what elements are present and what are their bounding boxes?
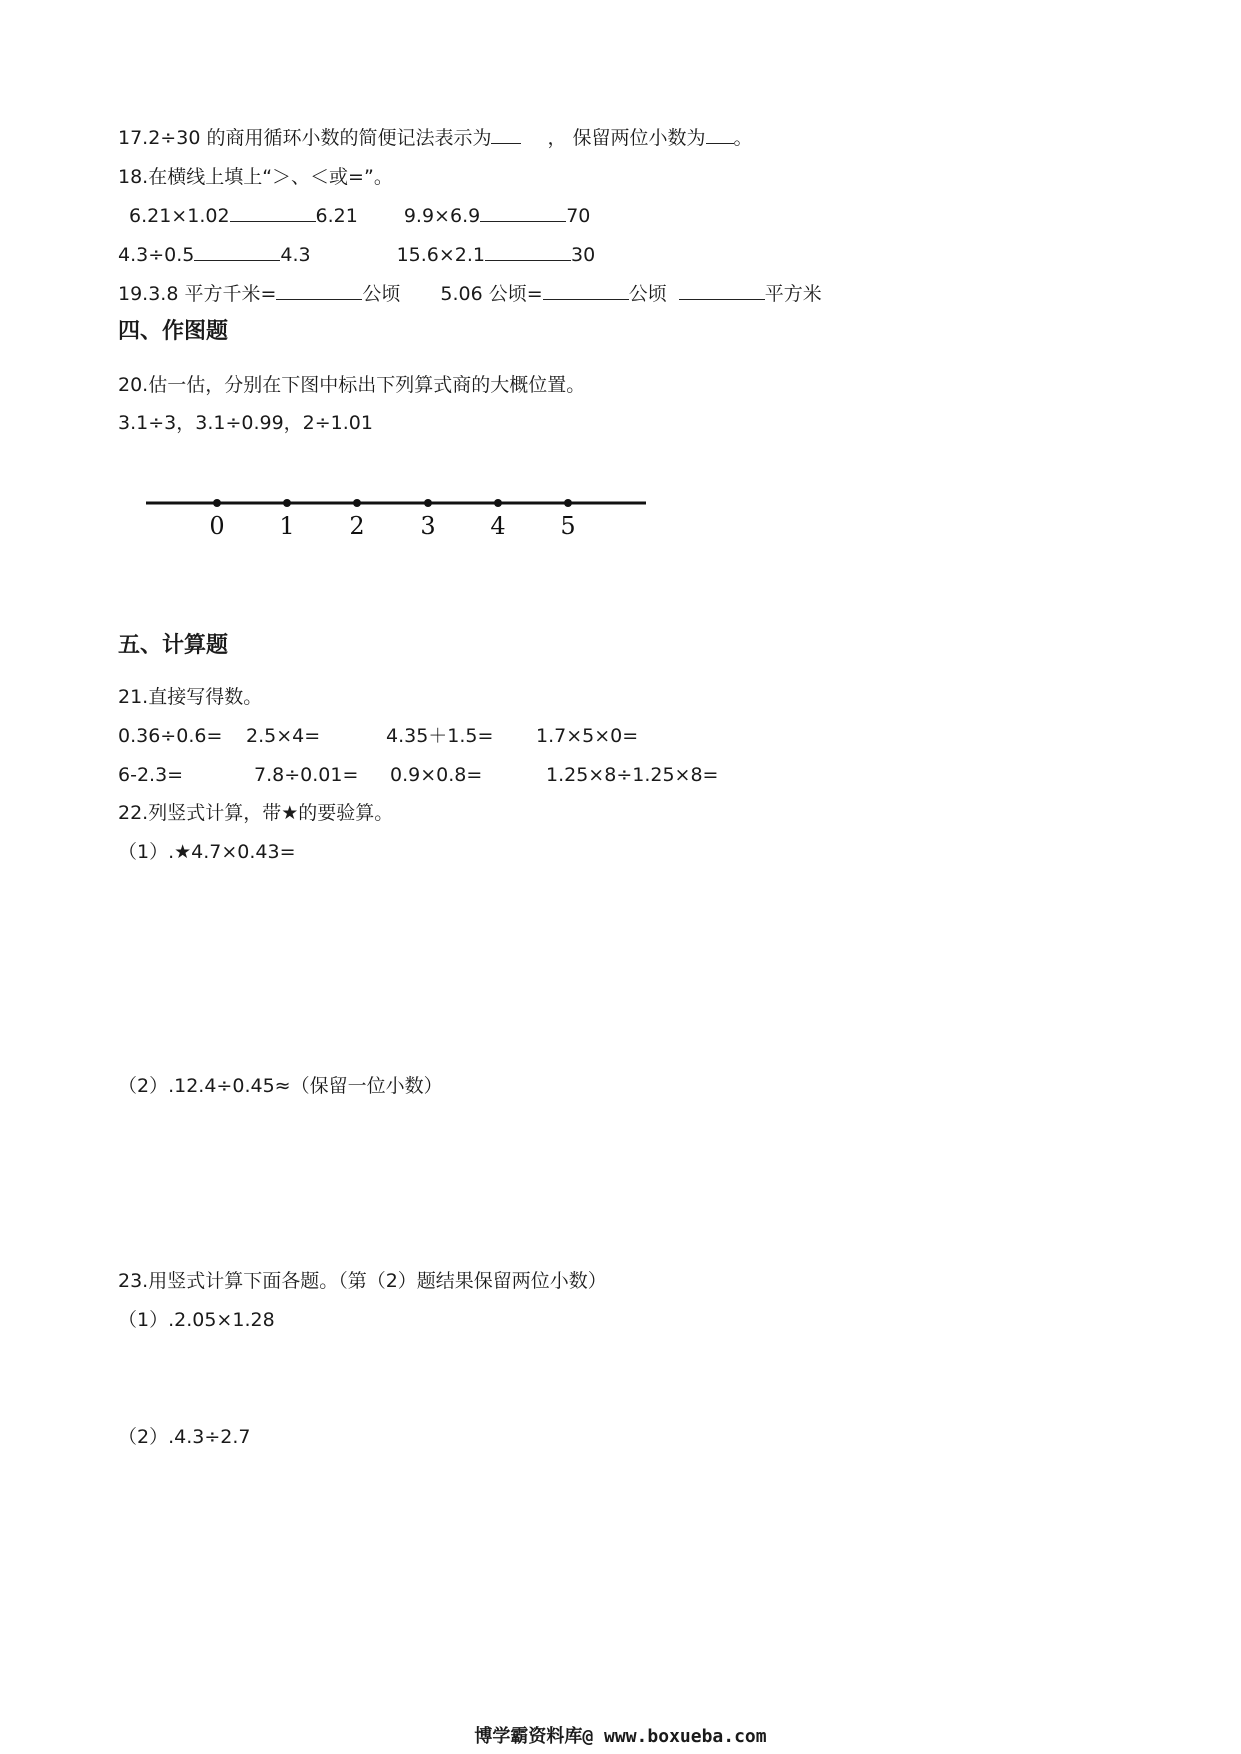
q21-item: 0.36÷0.6= — [118, 725, 223, 747]
q20-expressions: 3.1÷3，3.1÷0.99，2÷1.01 — [118, 412, 373, 434]
q18-row1-blank-b[interactable] — [480, 203, 566, 222]
q19-unit-a: 公顷 — [362, 283, 401, 305]
q18-row2-expr-a: 4.3÷0.5 — [118, 244, 195, 266]
section-4-heading: 四、作图题 — [118, 318, 229, 344]
q18-row2-expr-b: 15.6×2.1 — [396, 244, 486, 266]
q18-row1-value-a: 6.21 — [315, 205, 358, 227]
q18-row2-value-b: 30 — [571, 244, 596, 266]
q19-expr-a: 19.3.8 平方千米= — [118, 283, 277, 305]
q18-row2-blank-a[interactable] — [194, 242, 280, 261]
q18-row1 — [129, 203, 590, 229]
q22-title: 22.列竖式计算，带★的要验算。 — [118, 802, 394, 824]
number-line — [140, 488, 660, 548]
number-line-tick-label: 1 — [279, 512, 295, 540]
q21-item: 2.5×4= — [246, 725, 321, 747]
number-line-tick-label: 4 — [490, 512, 506, 540]
q17-text: 17.2÷30 的商用循环小数的简便记法表示为 — [118, 127, 492, 149]
q21-item: 1.25×8÷1.25×8= — [546, 764, 719, 786]
q18-row1-expr-a: 6.21×1.02 — [129, 205, 230, 227]
q18-row1-value-b: 70 — [566, 205, 591, 227]
q19-blank-b[interactable] — [543, 281, 629, 300]
q19-unit-b: 公顷 — [628, 283, 667, 305]
number-line-tick-dot — [564, 499, 572, 507]
q17-line — [118, 125, 753, 151]
q18-row2 — [118, 242, 595, 268]
number-line-tick-label: 3 — [420, 512, 436, 540]
q19-blank-a[interactable] — [276, 281, 362, 300]
q23-title: 23.用竖式计算下面各题。（第（2）题结果保留两位小数） — [118, 1270, 607, 1292]
q19-blank-c[interactable] — [679, 281, 765, 300]
q21-item: 1.7×5×0= — [536, 725, 639, 747]
q19-expr-b: 5.06 公顷= — [440, 283, 543, 305]
q21-item: 4.35＋1.5= — [386, 725, 494, 747]
q17-text-mid: ， 保留两位小数为 — [547, 127, 706, 149]
q19-line — [118, 281, 822, 307]
q18-title: 18.在横线上填上“＞、＜或=”。 — [118, 166, 393, 188]
q22-part2: （2）.12.4÷0.45≈（保留一位小数） — [118, 1075, 443, 1097]
q21-item: 0.9×0.8= — [390, 764, 483, 786]
q17-text-end: 。 — [733, 127, 753, 149]
number-line-tick-label: 5 — [560, 512, 576, 540]
number-line-tick-dot — [213, 499, 221, 507]
number-line-tick-dot — [494, 499, 502, 507]
q19-unit-c: 平方米 — [764, 283, 822, 305]
q18-row2-blank-b[interactable] — [485, 242, 571, 261]
q17-blank-2[interactable] — [706, 125, 734, 144]
q23-part1: （1）.2.05×1.28 — [118, 1309, 275, 1331]
q18-row1-expr-b: 9.9×6.9 — [403, 205, 481, 227]
q21-item: 6-2.3= — [118, 764, 184, 786]
q21-title: 21.直接写得数。 — [118, 686, 263, 708]
number-line-tick-label: 0 — [209, 512, 225, 540]
footer-watermark: 博学霸资料库@ www.boxueba.com — [474, 1726, 767, 1747]
q22-part1: （1）.★4.7×0.43= — [118, 841, 296, 863]
number-line-tick-dot — [283, 499, 291, 507]
number-line-tick-label: 2 — [349, 512, 365, 540]
q20-title: 20.估一估，分别在下图中标出下列算式商的大概位置。 — [118, 374, 586, 396]
q18-row2-value-a: 4.3 — [280, 244, 311, 266]
q18-row1-blank-a[interactable] — [230, 203, 316, 222]
section-5-heading: 五、计算题 — [118, 632, 229, 658]
q21-item: 7.8÷0.01= — [254, 764, 359, 786]
q23-part2: （2）.4.3÷2.7 — [118, 1426, 251, 1448]
number-line-tick-dot — [353, 499, 361, 507]
q17-blank-1[interactable] — [491, 125, 521, 144]
number-line-tick-dot — [424, 499, 432, 507]
